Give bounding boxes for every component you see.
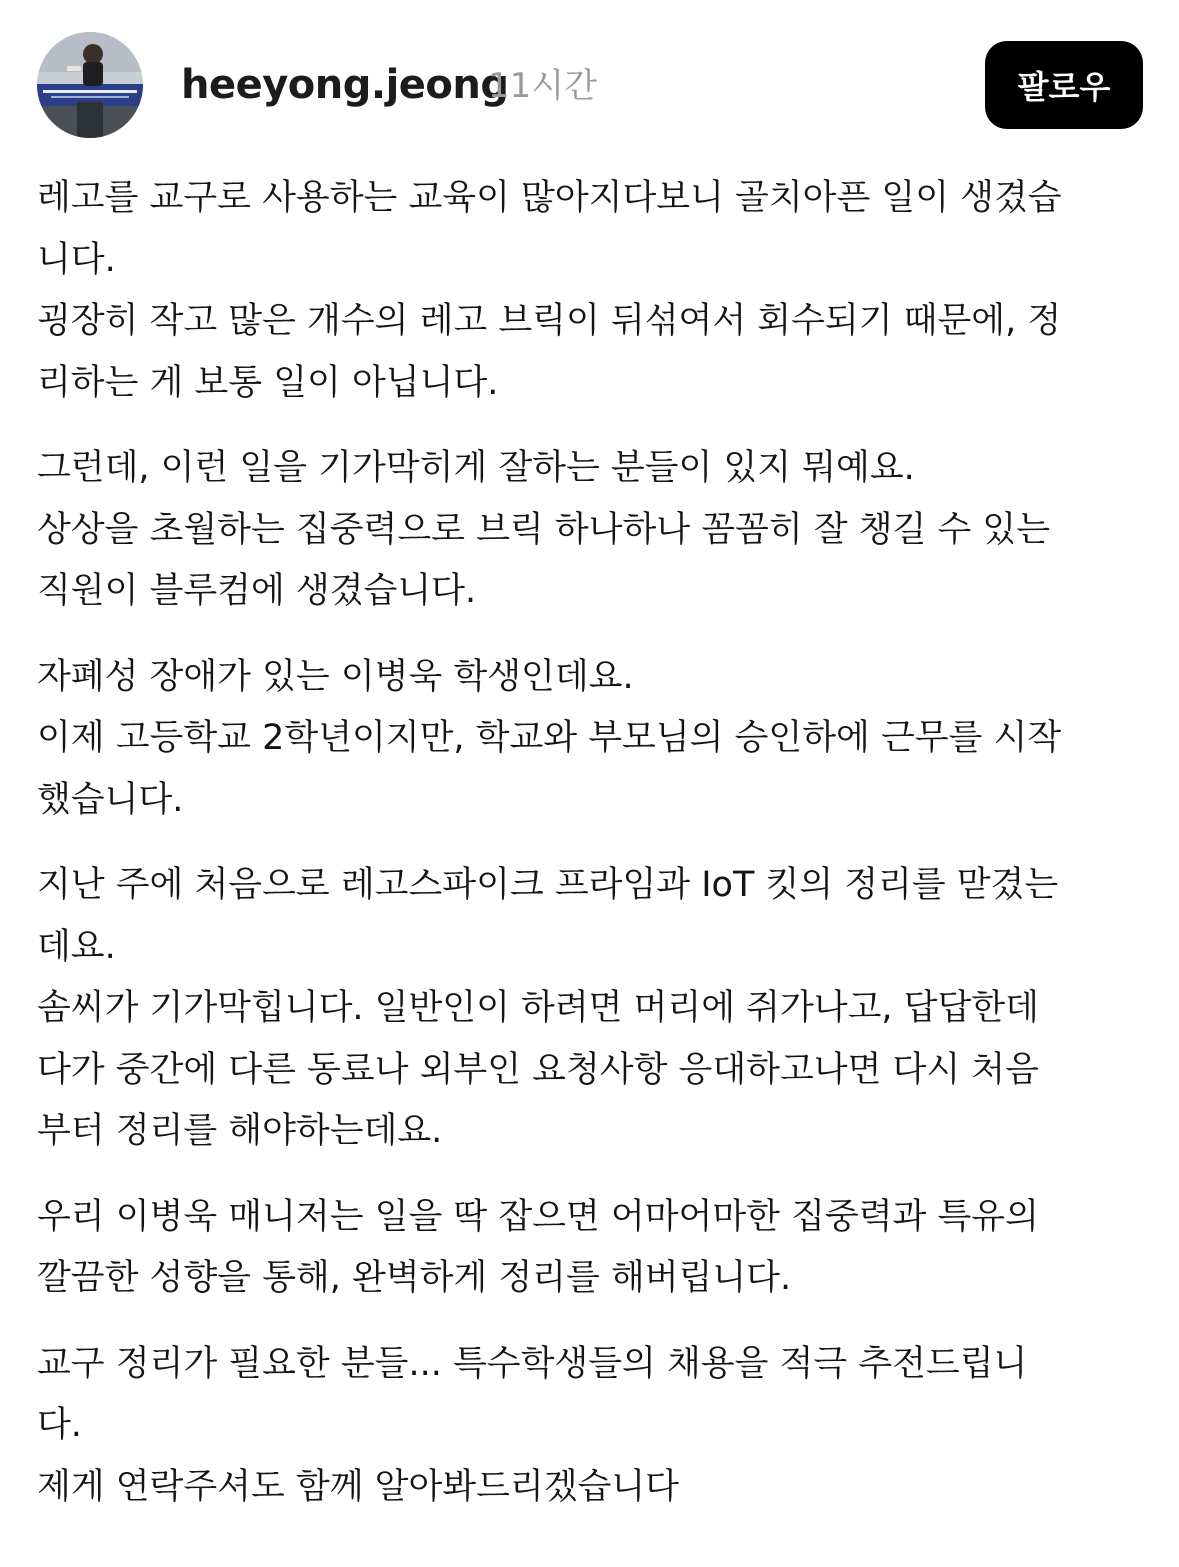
paragraph-3 [37, 647, 1147, 832]
text-line: 깔끔한 성향을 통해, 완벽하게 정리를 해버립니다. [37, 1258, 792, 1298]
author-username[interactable]: heeyong.jeong [181, 62, 509, 108]
text-line: 제게 연락주셔도 함께 알아봐드리겠습니다 [37, 1466, 679, 1507]
text-line: 니다. [37, 239, 116, 280]
text-line: 자폐성 장애가 있는 이병욱 학생인데요. [37, 656, 634, 697]
paragraph-5 [37, 1187, 1147, 1310]
paragraph-4 [37, 855, 1147, 1163]
text-line: 리하는 게 보통 일이 아닙니다. [37, 362, 499, 403]
text-line: 했습니다. [37, 779, 184, 820]
paragraph-2 [37, 438, 1147, 623]
text-line: 굉장히 작고 많은 개수의 레고 브릭이 뒤섞여서 회수되기 때문에, 정 [37, 301, 1062, 341]
text-line: 직원이 블루컴에 생겼습니다. [37, 571, 477, 611]
text-line: 상상을 초월하는 집중력으로 브릭 하나하나 꼼꼼히 잘 챙길 수 있는 [37, 509, 1051, 550]
text-line: 다가 중간에 다른 동료나 외부인 요청사항 응대하고나면 다시 처음 [37, 1049, 1039, 1090]
text-line: 지난 주에 처음으로 레고스파이크 프라임과 IoT 킷의 정리를 맏겼는 [37, 865, 1059, 905]
post-body [37, 168, 1147, 1542]
text-line: 그런데, 이런 일을 기가막히게 잘하는 분들이 있지 뭐예요. [37, 448, 915, 488]
post-header [0, 0, 1179, 150]
post-timestamp: 11시간 [488, 66, 597, 106]
text-line: 레고를 교구로 사용하는 교육이 많아지다보니 골치아픈 일이 생겼습 [37, 178, 1062, 218]
avatar[interactable] [37, 32, 143, 138]
profile-photo-icon [37, 32, 143, 138]
text-line: 부터 정리를 해야하는데요. [37, 1111, 443, 1151]
follow-button[interactable]: 팔로우 [985, 41, 1143, 129]
paragraph-6 [37, 1334, 1147, 1519]
text-line: 교구 정리가 필요한 분들... 특수학생들의 채용을 적극 추전드립니 [37, 1343, 1028, 1384]
text-line: 데요. [37, 926, 116, 967]
text-line: 다. [37, 1405, 82, 1445]
text-line: 우리 이병욱 매니저는 일을 딱 잡으면 어마어마한 집중력과 특유의 [37, 1196, 1039, 1237]
paragraph-1 [37, 168, 1147, 414]
text-line: 솜씨가 기가막힙니다. 일반인이 하려면 머리에 쥐가나고, 답답한데 [37, 988, 1039, 1028]
text-line: 이제 고등학교 2학년이지만, 학교와 부모님의 승인하에 근무를 시작 [37, 718, 1062, 758]
